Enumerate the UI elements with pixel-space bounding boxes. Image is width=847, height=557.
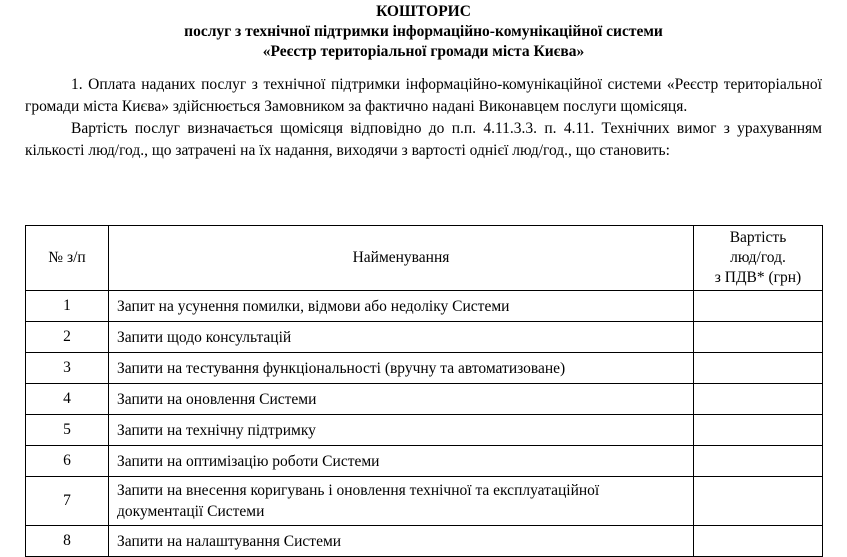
cell-name: Запити на внесення коригувань і оновлення технічної та експлуатаційної документації Системи — [109, 477, 694, 526]
cost-table-body — [26, 291, 823, 557]
document-title-block — [0, 0, 847, 62]
cell-number: 2 — [26, 322, 109, 353]
cell-number: 8 — [26, 526, 109, 557]
paragraph-2: Вартість послуг визначається щомісяця відповідно до п.п. 4.11.3.3. п. 4.11. Технічних вимог з урахуванням кількості люд/год., що затрачені на їх надання, виходячи з вартості однієї люд/год., що становить: — [25, 120, 822, 159]
cell-name: Запит на усунення помилки, відмови або недоліку Системи — [109, 291, 694, 322]
cell-cost — [694, 353, 823, 384]
cell-name: Запити на технічну підтримку — [109, 415, 694, 446]
table-row — [26, 291, 823, 322]
column-header-cost-line-2: люд/год. — [730, 249, 786, 266]
cell-number: 3 — [26, 353, 109, 384]
cell-cost — [694, 477, 823, 526]
cell-number: 4 — [26, 384, 109, 415]
column-header-cost-line-1: Вартість — [729, 229, 787, 246]
column-header-number: № з/п — [26, 226, 109, 291]
table-row — [26, 526, 823, 557]
column-header-cost — [694, 226, 823, 291]
cell-name: Запити щодо консультацій — [109, 322, 694, 353]
table-row — [26, 353, 823, 384]
table-row — [26, 415, 823, 446]
cell-name: Запити на тестування функціональності (вручну та автоматизоване) — [109, 353, 694, 384]
table-row — [26, 322, 823, 353]
column-header-cost-line-3: з ПДВ* (грн) — [714, 269, 802, 286]
document-title-line-2: послуг з технічної підтримки інформаційно-комунікаційної системи — [184, 23, 663, 40]
document-body — [0, 74, 847, 162]
cell-number: 6 — [26, 446, 109, 477]
table-row — [26, 477, 823, 526]
cell-name: Запити на оновлення Системи — [109, 384, 694, 415]
table-header-row — [26, 226, 823, 291]
cost-table-header — [26, 226, 823, 291]
cell-cost — [694, 526, 823, 557]
cost-table — [25, 225, 823, 557]
cell-cost — [694, 415, 823, 446]
cell-cost — [694, 291, 823, 322]
document-title-line-1: КОШТОРИС — [376, 3, 471, 20]
cell-name: Запити на оптимізацію роботи Системи — [109, 446, 694, 477]
table-row — [26, 384, 823, 415]
cell-cost — [694, 384, 823, 415]
cell-cost — [694, 446, 823, 477]
cost-table-container — [25, 225, 822, 557]
cell-cost — [694, 322, 823, 353]
table-row — [26, 446, 823, 477]
cell-name: Запити на налаштування Системи — [109, 526, 694, 557]
column-header-name: Найменування — [109, 226, 694, 291]
cell-number: 1 — [26, 291, 109, 322]
cell-number: 7 — [26, 477, 109, 526]
cell-number: 5 — [26, 415, 109, 446]
document-title-line-3: «Реєстр територіальної громади міста Києва» — [262, 43, 585, 60]
paragraph-1: 1. Оплата наданих послуг з технічної підтримки інформаційно-комунікаційної системи «Реєстр територіальної громади міста Києва» здійснюється Замовником за фактично надані Виконавцем послуги щомісяця. — [25, 76, 822, 115]
